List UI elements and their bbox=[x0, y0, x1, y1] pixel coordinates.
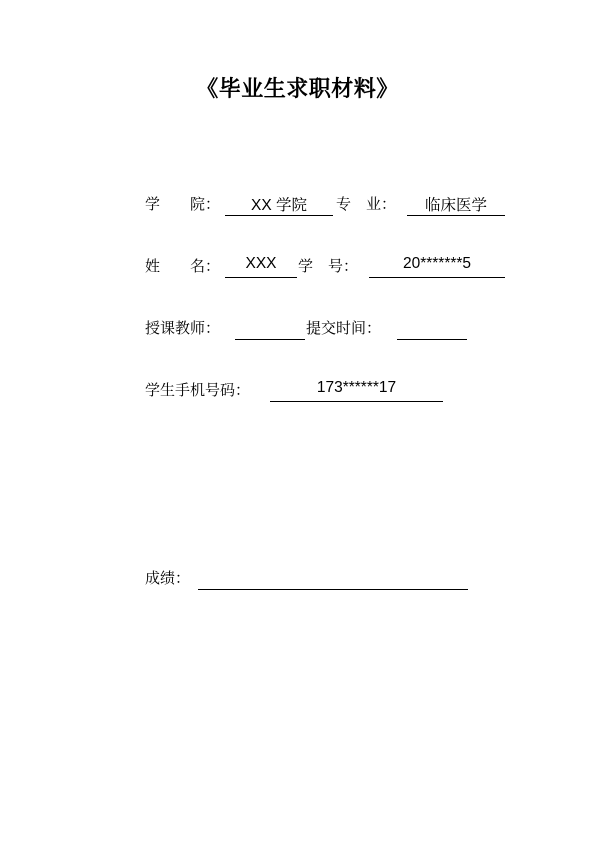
submit-time-label: 提交时间： bbox=[306, 319, 382, 337]
phone-field[interactable]: 173******17 bbox=[270, 379, 443, 402]
teacher-field[interactable] bbox=[235, 317, 305, 340]
college-label: 学 院： bbox=[145, 195, 221, 213]
name-label: 姓 名： bbox=[145, 257, 221, 275]
grade-label: 成绩： bbox=[145, 569, 191, 587]
phone-label: 学生手机号码： bbox=[145, 381, 251, 399]
submit-time-field[interactable] bbox=[397, 317, 467, 340]
college-field[interactable]: XX 学院 bbox=[225, 193, 333, 216]
student-id-field[interactable]: 20*******5 bbox=[369, 255, 505, 278]
major-label: 专 业： bbox=[336, 195, 397, 213]
teacher-label: 授课教师： bbox=[145, 319, 221, 337]
document-title: 《毕业生求职材料》 bbox=[196, 77, 399, 102]
name-field[interactable]: XXX bbox=[225, 255, 297, 278]
student-id-label: 学 号： bbox=[298, 257, 359, 275]
major-field[interactable]: 临床医学 bbox=[407, 193, 505, 216]
grade-field[interactable] bbox=[198, 567, 468, 590]
